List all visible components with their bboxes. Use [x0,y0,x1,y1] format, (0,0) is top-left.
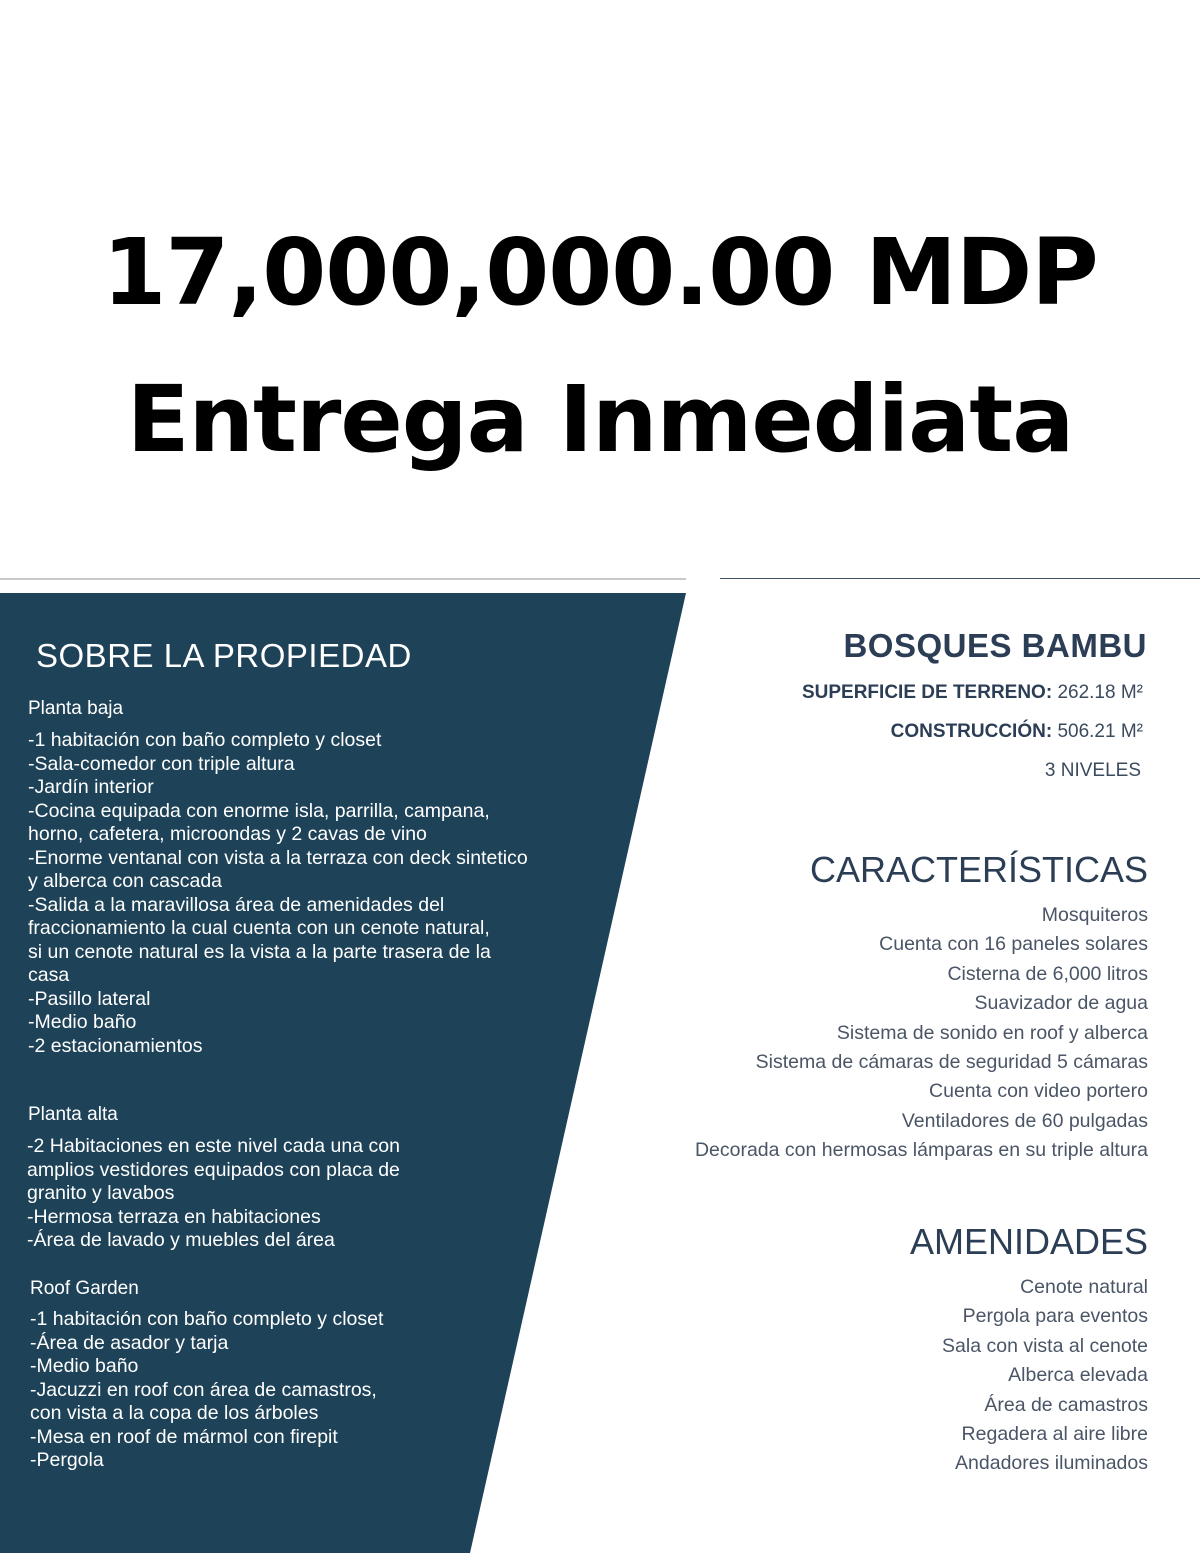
price-heading: 17,000,000.00 MDP [102,219,1098,326]
amenities-list [942,1273,1148,1479]
land-area-label: SUPERFICIE DE TERRENO: [801,682,1053,703]
list-item: -2 estacionamientos [28,1034,203,1057]
list-item: y alberca con cascada [28,870,223,892]
list-item: Andadores iluminados [955,1452,1148,1475]
list-item: -Cocina equipada con enorme isla, parrilla, campana, [28,799,490,822]
construction-area-label: CONSTRUCCIÓN: [890,721,1053,742]
land-area [802,681,1143,705]
list-item: -Área de lavado y muebles del área [27,1229,335,1251]
list-item: -2 Habitaciones en este nivel cada una con [27,1135,400,1157]
planta-baja-list [28,729,528,1058]
list-item: Área de camastros [984,1393,1148,1416]
features-title: CARACTERÍSTICAS [809,849,1148,890]
list-item: Alberca elevada [1008,1364,1148,1387]
list-item: casa [28,964,70,986]
list-item: Mosquiteros [1041,904,1148,926]
list-item: Cenote natural [1020,1276,1148,1298]
planta-alta-list [27,1135,400,1253]
delivery-heading: Entrega Inmediata [126,366,1074,473]
divider-right [720,578,1200,579]
list-item: granito y lavabos [27,1182,175,1204]
list-item: Pergola para eventos [962,1305,1148,1328]
roof-garden-title: Roof Garden [30,1278,139,1299]
list-item: horno, cafetera, microondas y 2 cavas de vino [28,823,427,845]
list-item: -Hermosa terraza en habitaciones [27,1205,321,1228]
list-item: amplios vestidores equipados con placa de [27,1158,400,1181]
list-item: Sistema de sonido en roof y alberca [836,1021,1148,1044]
list-item: Regadera al aire libre [961,1422,1148,1445]
list-item: Sistema de cámaras de seguridad 5 cámaras [755,1050,1148,1073]
construction-area-value: 506.21 M² [1057,721,1143,742]
property-name: BOSQUES BAMBU [843,627,1147,664]
list-item: -Pergola [30,1449,104,1471]
features-list [695,901,1148,1166]
list-item: fraccionamiento la cual cuenta con un cenote natural, [28,917,490,939]
list-item: si un cenote natural es la vista a la parte trasera de la [28,940,491,963]
list-item: Cuenta con 16 paneles solares [879,933,1148,956]
list-item: -Mesa en roof de mármol con firepit [30,1425,338,1448]
construction-area [891,720,1143,744]
levels: 3 NIVELES [1044,760,1141,781]
list-item: Sala con vista al cenote [942,1334,1148,1357]
list-item: Ventiladores de 60 pulgadas [901,1109,1148,1132]
list-item: Cisterna de 6,000 litros [947,962,1148,985]
amenities-title: AMENIDADES [909,1221,1148,1262]
list-item: con vista a la copa de los árboles [30,1402,319,1424]
land-area-value: 262.18 M² [1057,682,1143,703]
list-item: Suavizador de agua [974,992,1148,1015]
list-item: -Medio baño [30,1355,139,1377]
list-item: -Jacuzzi en roof con área de camastros, [30,1378,377,1401]
list-item: -Pasillo lateral [28,987,151,1010]
list-item: Cuenta con video portero [929,1080,1148,1103]
planta-alta-title: Planta alta [28,1104,118,1125]
list-item: -Jardín interior [28,776,154,798]
list-item: -Medio baño [28,1011,137,1033]
list-item: -Sala-comedor con triple altura [28,752,295,775]
list-item: Decorada con hermosas lámparas en su triple altura [694,1139,1148,1162]
divider-left [0,578,686,580]
list-item: -Área de asador y tarja [30,1331,229,1354]
planta-baja-title: Planta baja [28,698,124,719]
about-title: SOBRE LA PROPIEDAD [36,637,412,674]
list-item: -1 habitación con baño completo y closet [28,729,382,751]
roof-garden-list [30,1308,383,1473]
list-item: -Enorme ventanal con vista a la terraza con deck sintetico [28,846,528,869]
list-item: -1 habitación con baño completo y closet [30,1308,384,1330]
list-item: -Salida a la maravillosa área de amenidades del [28,893,445,916]
